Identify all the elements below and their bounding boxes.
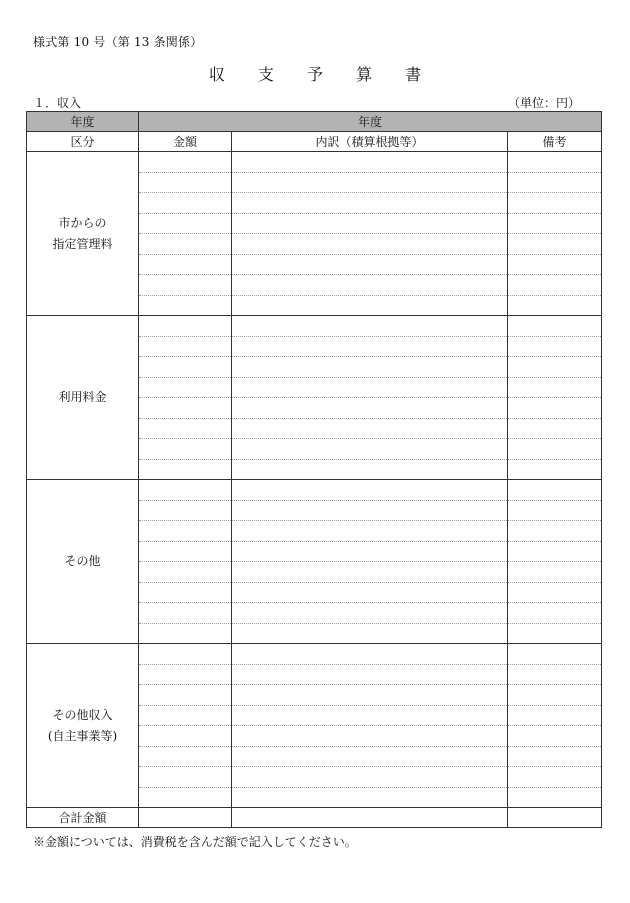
breakdown-cell[interactable] [232, 295, 508, 316]
column-header-breakdown: 内訳（積算根拠等） [232, 132, 508, 152]
remarks-cell[interactable] [508, 541, 602, 562]
remarks-cell[interactable] [508, 357, 602, 378]
breakdown-cell[interactable] [232, 500, 508, 521]
remarks-cell[interactable] [508, 254, 602, 275]
amount-cell[interactable] [139, 193, 232, 214]
table-row [27, 316, 602, 337]
remarks-cell[interactable] [508, 418, 602, 439]
amount-cell[interactable] [139, 172, 232, 193]
category-cell [27, 644, 139, 808]
year-value-cell[interactable]: 年度 [139, 112, 602, 132]
breakdown-cell[interactable] [232, 521, 508, 542]
amount-cell[interactable] [139, 234, 232, 255]
amount-cell[interactable] [139, 767, 232, 788]
remarks-cell[interactable] [508, 664, 602, 685]
remarks-cell[interactable] [508, 439, 602, 460]
amount-cell[interactable] [139, 439, 232, 460]
amount-cell[interactable] [139, 582, 232, 603]
total-row [27, 808, 602, 828]
table-row [27, 644, 602, 665]
remarks-cell[interactable] [508, 787, 602, 808]
breakdown-cell[interactable] [232, 336, 508, 357]
amount-cell[interactable] [139, 336, 232, 357]
unit-label: （単位：円） [507, 96, 580, 110]
breakdown-cell[interactable] [232, 705, 508, 726]
remarks-cell[interactable] [508, 644, 602, 665]
year-header-row [27, 112, 602, 132]
breakdown-cell[interactable] [232, 234, 508, 255]
breakdown-cell[interactable] [232, 726, 508, 747]
column-header-row [27, 132, 602, 152]
amount-cell[interactable] [139, 500, 232, 521]
remarks-cell[interactable] [508, 377, 602, 398]
breakdown-cell[interactable] [232, 152, 508, 173]
breakdown-cell[interactable] [232, 316, 508, 337]
table-row [27, 152, 602, 173]
breakdown-cell[interactable] [232, 644, 508, 665]
amount-cell[interactable] [139, 295, 232, 316]
breakdown-cell[interactable] [232, 562, 508, 583]
amount-cell[interactable] [139, 480, 232, 501]
column-header-category: 区分 [27, 132, 139, 152]
amount-cell[interactable] [139, 418, 232, 439]
amount-cell[interactable] [139, 316, 232, 337]
amount-cell[interactable] [139, 541, 232, 562]
remarks-cell[interactable] [508, 521, 602, 542]
amount-cell[interactable] [139, 275, 232, 296]
category-label: 利用料金 [58, 390, 107, 404]
amount-cell[interactable] [139, 664, 232, 685]
breakdown-cell[interactable] [232, 357, 508, 378]
amount-cell[interactable] [139, 603, 232, 624]
income-budget-table [26, 111, 602, 828]
remarks-cell[interactable] [508, 336, 602, 357]
year-label-cell: 年度 [27, 112, 139, 132]
breakdown-cell[interactable] [232, 418, 508, 439]
remarks-cell[interactable] [508, 685, 602, 706]
remarks-cell[interactable] [508, 398, 602, 419]
document-title: 収 支 予 算 書 [208, 65, 436, 84]
breakdown-cell[interactable] [232, 459, 508, 480]
remarks-cell[interactable] [508, 152, 602, 173]
amount-cell[interactable] [139, 623, 232, 644]
form-number: 様式第 10 号（第 13 条関係） [33, 35, 203, 49]
category-label-sub: 指定管理料 [52, 236, 113, 251]
breakdown-cell[interactable] [232, 767, 508, 788]
remarks-cell[interactable] [508, 582, 602, 603]
remarks-cell[interactable] [508, 172, 602, 193]
amount-cell[interactable] [139, 398, 232, 419]
total-breakdown-cell[interactable] [232, 808, 508, 828]
section-heading: １．収入 [33, 96, 82, 110]
remarks-cell[interactable] [508, 767, 602, 788]
amount-cell[interactable] [139, 521, 232, 542]
breakdown-cell[interactable] [232, 664, 508, 685]
total-remarks-cell[interactable] [508, 808, 602, 828]
remarks-cell[interactable] [508, 459, 602, 480]
category-label: 市からの [58, 215, 107, 230]
remarks-cell[interactable] [508, 603, 602, 624]
category-cell [27, 152, 139, 316]
column-header-amount: 金額 [139, 132, 232, 152]
breakdown-cell[interactable] [232, 254, 508, 275]
category-label: その他収入 [52, 707, 113, 722]
amount-cell[interactable] [139, 787, 232, 808]
category-label-sub: (自主事業等) [47, 728, 118, 743]
remarks-cell[interactable] [508, 562, 602, 583]
breakdown-cell[interactable] [232, 377, 508, 398]
remarks-cell[interactable] [508, 193, 602, 214]
breakdown-cell[interactable] [232, 746, 508, 767]
category-cell [27, 480, 139, 644]
remarks-cell[interactable] [508, 275, 602, 296]
remarks-cell[interactable] [508, 480, 602, 501]
amount-cell[interactable] [139, 705, 232, 726]
breakdown-cell[interactable] [232, 275, 508, 296]
remarks-cell[interactable] [508, 500, 602, 521]
amount-cell[interactable] [139, 357, 232, 378]
breakdown-cell[interactable] [232, 603, 508, 624]
column-header-remarks: 備考 [508, 132, 602, 152]
remarks-cell[interactable] [508, 746, 602, 767]
amount-cell[interactable] [139, 213, 232, 234]
amount-cell[interactable] [139, 254, 232, 275]
breakdown-cell[interactable] [232, 172, 508, 193]
remarks-cell[interactable] [508, 316, 602, 337]
breakdown-cell[interactable] [232, 582, 508, 603]
breakdown-cell[interactable] [232, 398, 508, 419]
breakdown-cell[interactable] [232, 213, 508, 234]
remarks-cell[interactable] [508, 623, 602, 644]
category-label: その他 [64, 554, 101, 568]
breakdown-cell[interactable] [232, 541, 508, 562]
amount-cell[interactable] [139, 685, 232, 706]
remarks-cell[interactable] [508, 213, 602, 234]
breakdown-cell[interactable] [232, 193, 508, 214]
total-label: 合計金額 [27, 808, 139, 828]
category-cell [27, 316, 139, 480]
total-amount-cell[interactable] [139, 808, 232, 828]
amount-cell[interactable] [139, 726, 232, 747]
table-row [27, 480, 602, 501]
remarks-cell[interactable] [508, 726, 602, 747]
remarks-cell[interactable] [508, 295, 602, 316]
breakdown-cell[interactable] [232, 787, 508, 808]
footnote: ※金額については、消費税を含んだ額で記入してください。 [33, 835, 357, 849]
amount-cell[interactable] [139, 562, 232, 583]
breakdown-cell[interactable] [232, 623, 508, 644]
amount-cell[interactable] [139, 746, 232, 767]
amount-cell[interactable] [139, 152, 232, 173]
breakdown-cell[interactable] [232, 439, 508, 460]
amount-cell[interactable] [139, 644, 232, 665]
remarks-cell[interactable] [508, 705, 602, 726]
breakdown-cell[interactable] [232, 685, 508, 706]
amount-cell[interactable] [139, 459, 232, 480]
amount-cell[interactable] [139, 377, 232, 398]
remarks-cell[interactable] [508, 234, 602, 255]
breakdown-cell[interactable] [232, 480, 508, 501]
